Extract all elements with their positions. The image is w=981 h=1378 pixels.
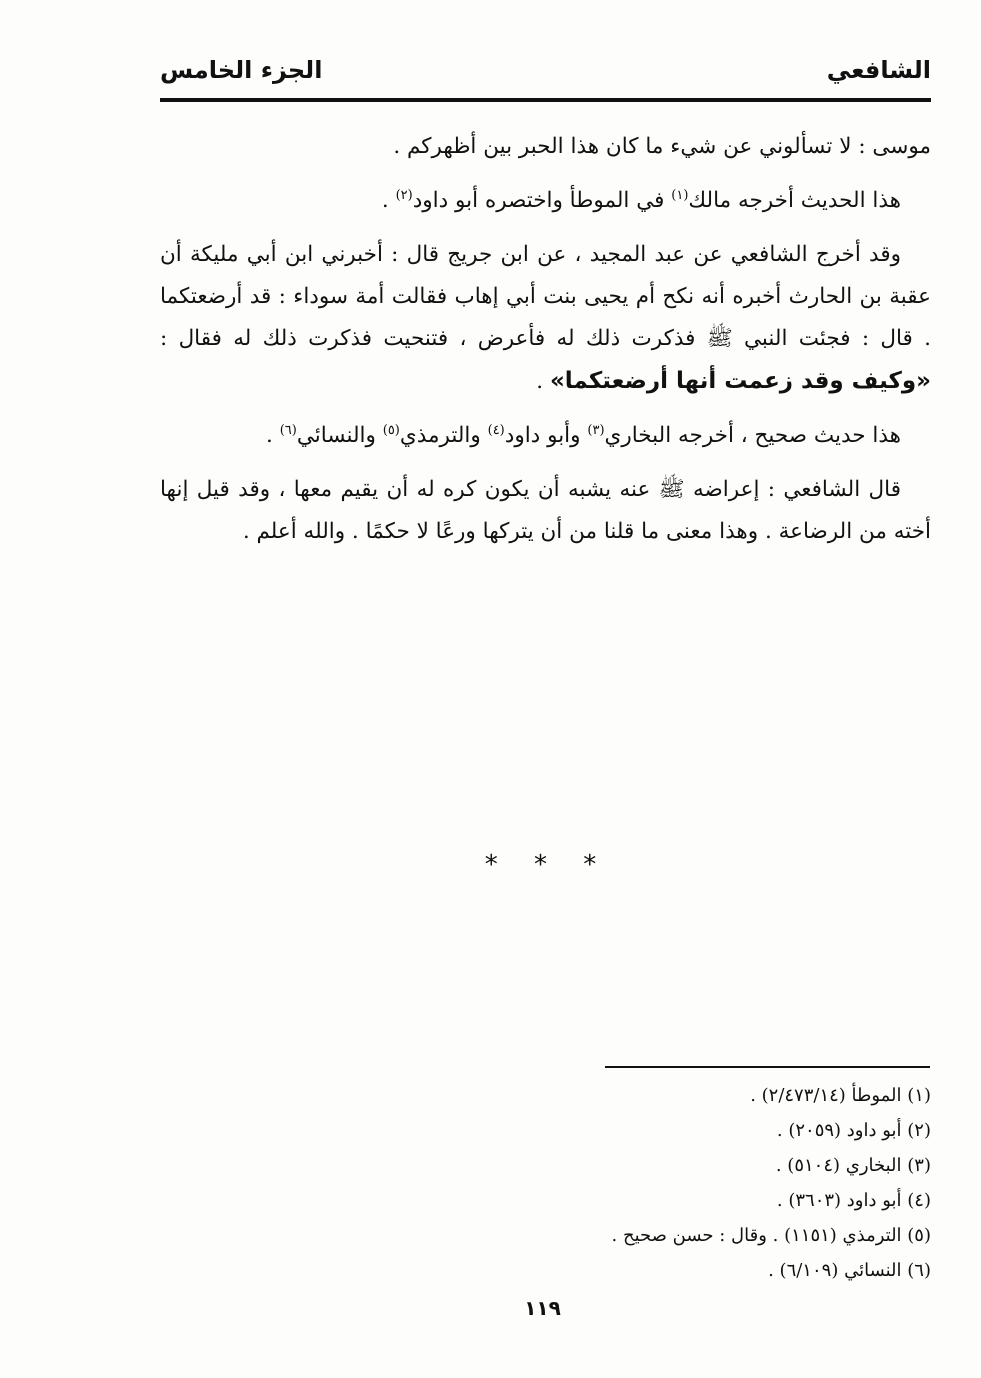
paragraph-4-text-e: . — [266, 423, 280, 448]
footnote-marker-1: (١) — [671, 187, 689, 203]
paragraph-4-text-b: وأبو داود — [504, 423, 588, 448]
hadith-quote: «وكيف وقد زعمت أنها أرضعتكما» — [549, 368, 931, 394]
paragraph-2 — [160, 180, 931, 222]
paragraph-2-text-c: . — [381, 188, 396, 213]
footnote-marker-2: (٢) — [395, 187, 413, 203]
footnote-marker-3: (٣) — [587, 422, 605, 438]
footnote-divider — [605, 1066, 930, 1068]
paragraph-4-text-a: هذا حديث صحيح ، أخرجه البخاري — [604, 423, 901, 448]
paragraph-4-text-c: والترمذي — [399, 423, 488, 448]
main-text — [160, 126, 931, 565]
running-header — [160, 52, 931, 102]
footnote-2: (٢) أبو داود (٢٠٥٩) . — [776, 1120, 931, 1141]
paragraph-2-text-a: هذا الحديث أخرجه مالك — [688, 188, 901, 213]
paragraph-5: قال الشافعي : إعراضه ﷺ عنه يشبه أن يكون كره له أن يقيم معها ، وقد قيل إنها أخته من الرضاعة . وهذا معنى ما قلنا من أن يتركها ورعًا لا حكمًا . والله أعلم . — [160, 477, 931, 544]
paragraph-3-text-c: . — [536, 369, 550, 394]
footnote-marker-4: (٤) — [487, 422, 505, 438]
paragraph-1: موسى : لا تسألوني عن شيء ما كان هذا الحبر بين أظهركم . — [393, 134, 931, 159]
paragraph-4-text-d: والنسائي — [296, 423, 383, 448]
paragraph-2-text-b: في الموطأ واختصره أبو داود — [412, 188, 672, 213]
footnote-3: (٣) البخاري (٥١٠٤) . — [775, 1155, 931, 1176]
footnote-5: (٥) الترمذي (١١٥١) . وقال : حسن صحيح . — [611, 1225, 931, 1246]
paragraph-3-text-a: وقد أخرج الشافعي عن عبد المجيد ، عن ابن جريج قال : أخبرني ابن أبي مليكة أن عقبة بن الحارث أخبره أنه نكح أم يحيى بنت أبي إهاب فقالت أمة سوداء : قد أرضعتكما . قال : فجئت النبي ﷺ فذكرت ذلك له فأعرض ، فتنحيت فذكرت ذلك له فقال : — [160, 242, 931, 351]
paragraph-4 — [160, 415, 931, 457]
paragraph-3 — [160, 234, 931, 403]
footnote-marker-6: (٦) — [279, 422, 297, 438]
footnote-6: (٦) النسائي (٦/١٠٩) . — [768, 1260, 931, 1281]
footnote-marker-5: (٥) — [382, 422, 400, 438]
page-number: ١١٩ — [524, 1296, 561, 1320]
footnote-1: (١) الموطأ (٢/٤٧٣/١٤) . — [750, 1085, 931, 1106]
section-separator: * * * — [484, 850, 611, 880]
footnotes — [411, 1078, 931, 1288]
header-book-title: الشافعي — [826, 56, 931, 84]
header-volume-title: الجزء الخامس — [160, 56, 323, 84]
footnote-4: (٤) أبو داود (٣٦٠٣) . — [776, 1190, 931, 1211]
